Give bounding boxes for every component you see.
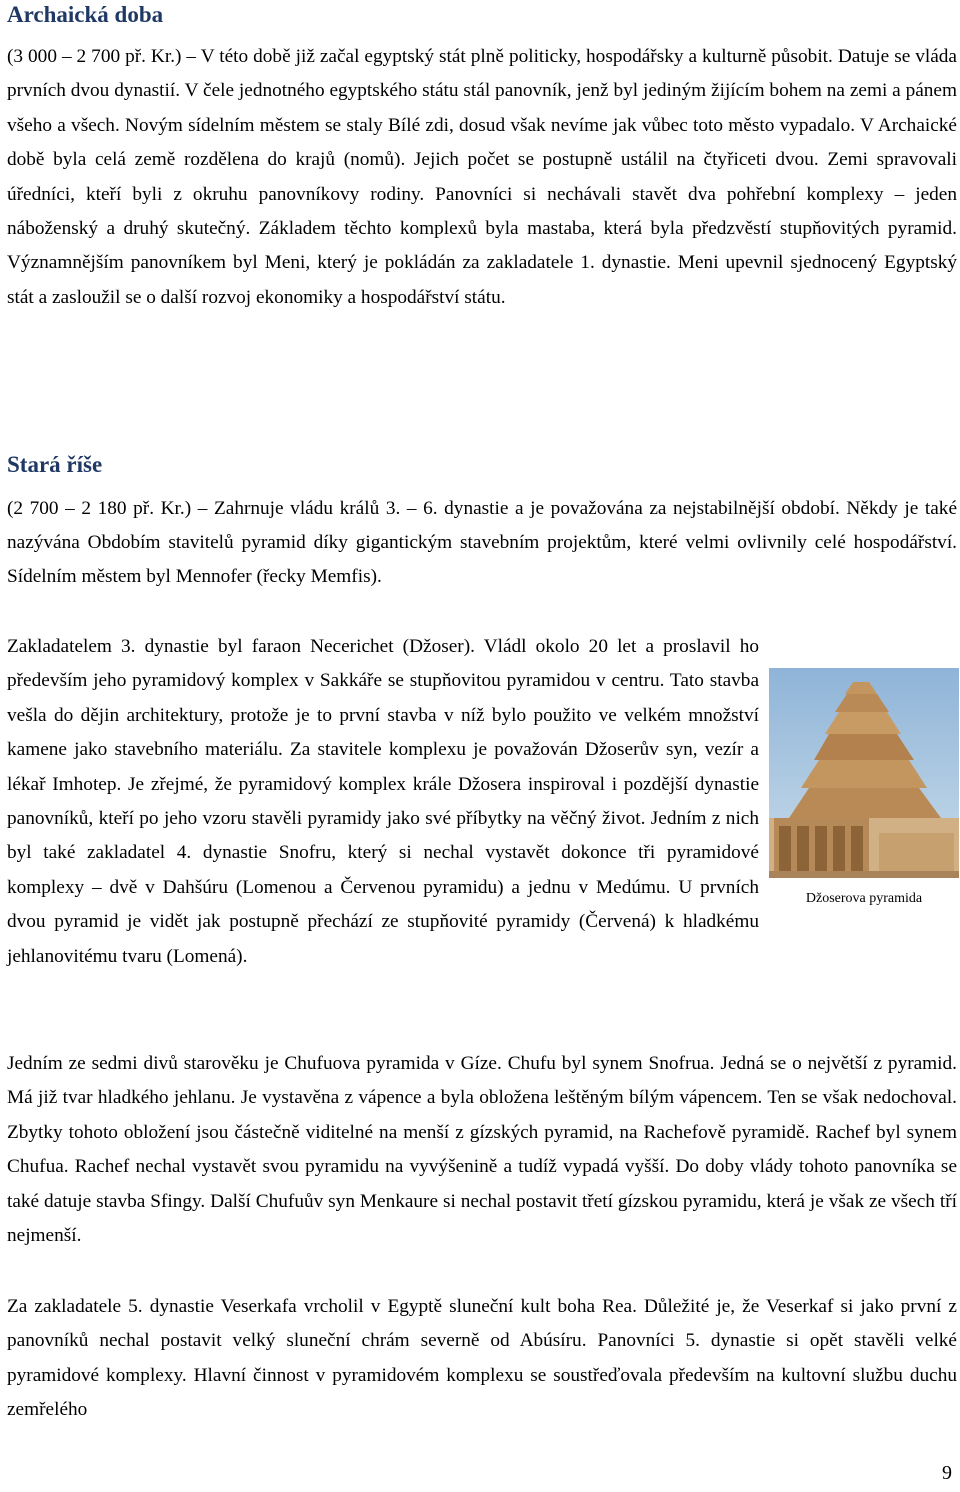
paragraph-dzoser-block xyxy=(7,630,957,974)
paragraph-dzoser: Zakladatelem 3. dynastie byl faraon Necerichet (Džoser). Vládl okolo 20 let a proslavil ho především jeho pyramidový komplex v Sakkáře se stupňovitou pyramidou v centru. Tato stavba vešla do dějin architektury, protože je to první stavba v níž bylo použito ve velkém množství kamene jako stavebního materiálu. Za stavitele komplexu je považován Džoserův syn, vezír a lékař Imhotep. Je zřejmé, že pyramidový komplex krále Džosera inspiroval i pozdější dynastie panovníků, kteří po jeho vzoru stavěli pyramidy jako své příbytky na věčný život. Jedním z nich byl také zakladatel 4. dynastie Snofru, který si nechal vystavět dokonce tři pyramidové komplexy – dvě v Dahšúru (Lomenou a Červenou pyramidu) a jednu v Medúmu. U prvních dvou pyramid je vidět jak postupně přechází ze stupňovité pyramidy (Červená) k hladkému jehlanovitému tvaru (Lomená). xyxy=(7,636,759,967)
paragraph-archaicka-doba: (3 000 – 2 700 př. Kr.) – V této době již začal egyptský stát plně politicky, hospodářsky a kulturně působit. Datuje se vláda prvních dvou dynastií. V čele jednotného egyptského státu stál panovník, jenž byl jediným žijícím bohem na zemi a pánem všeho a všech. Novým sídelním městem se staly Bílé zdi, dosud však nevíme jak vůbec toto město vypadalo. V Archaické době byla celá země rozdělena do krajů (nomů). Jejich počet se postupně ustálil na čtyřiceti dvou. Zemi spravovali úředníci, kteří byli z okruhu panovníkovy rodiny. Panovníci si nechávali stavět dva pohřební komplexy – jeden náboženský a druhý skutečný. Základem těchto komplexů byla mastaba, která byla předzvěstí stupňovitých pyramid. Významnějším panovníkem byl Meni, který je pokládán za zakladatele 1. dynastie. Meni upevnil sjednocený Egyptský stát a zasloužil se o další rozvoj ekonomiky a hospodářství státu. xyxy=(7,46,957,308)
paragraph-chufu: Jedním ze sedmi divů starověku je Chufuova pyramida v Gíze. Chufu byl synem Snofrua. Jedná se o největší z pyramid. Má již tvar hladkého jehlanu. Je vystavěna z vápence a byla obložena leštěným bílým vápencem. Ten se však nedochoval. Zbytky tohoto obložení jsou částečně viditelné na menší z gízských pyramid, na Rachefově pyramidě. Rachef byl synem Chufua. Rachef nechal vystavět svou pyramidu na vyvýšenině a tudíž vypadá vyšší. Do doby vlády tohoto panovníka se také datuje stavba Sfingy. Další Chufuův syn Menkaure si nechal postavit třetí gízskou pyramidu, která je však ze všech tří nejmenší. xyxy=(7,1053,957,1247)
section-heading-archaicka-doba: Archaická doba xyxy=(7,2,164,27)
figure-caption: Džoserova pyramida xyxy=(805,891,923,906)
pyramid-figure xyxy=(769,668,959,906)
page-number: 9 xyxy=(942,1462,952,1484)
section-heading-stara-rise: Stará říše xyxy=(7,452,103,477)
paragraph-stara-rise-intro: (2 700 – 2 180 př. Kr.) – Zahrnuje vládu králů 3. – 6. dynastie a je považována za nejstabilnější období. Někdy je také nazývána Obdobím stavitelů pyramid díky gigantickým stavebním projektům, které velmi ovlivnily celé hospodářství. Sídelním městem byl Mennofer (řecky Memfis). xyxy=(7,498,957,588)
paragraph-veserkaf: Za zakladatele 5. dynastie Veserkafa vrcholil v Egyptě sluneční kult boha Rea. Důležité je, že Veserkaf si jako první z panovníků nechal postavit velký sluneční chrám severně od Abúsíru. Panovníci 5. dynastie si opět stavěli velké pyramidové komplexy. Hlavní činnost v pyramidovém komplexu se soustřeďovala především na kultovní službu duchu zemřelého xyxy=(7,1296,957,1421)
step-pyramid-image xyxy=(769,668,959,878)
